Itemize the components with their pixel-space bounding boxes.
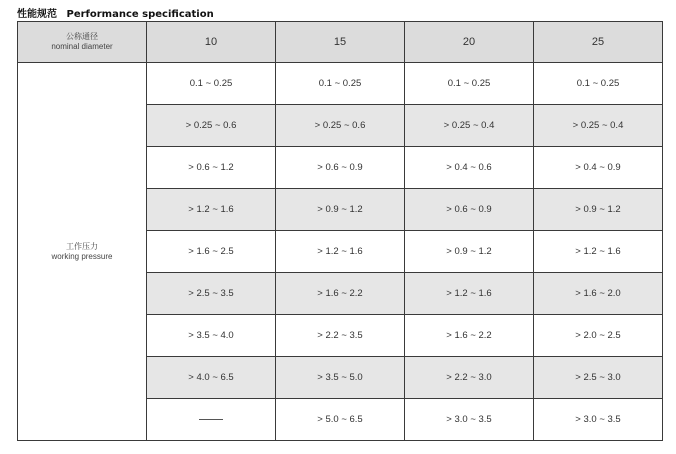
table-cell: > 1.6 ~ 2.2 <box>405 315 534 357</box>
table-cell: > 3.0 ~ 3.5 <box>534 399 663 441</box>
table-cell: > 0.9 ~ 1.2 <box>276 189 405 231</box>
table-cell: > 5.0 ~ 6.5 <box>276 399 405 441</box>
page-title-cn: 性能规范 <box>17 9 57 20</box>
table-cell: > 2.2 ~ 3.0 <box>405 357 534 399</box>
table-cell: > 1.6 ~ 2.5 <box>147 231 276 273</box>
working-pressure-label-en: working pressure <box>51 251 113 261</box>
performance-spec-table <box>17 21 663 441</box>
page-title-en: Performance specification <box>66 9 214 20</box>
table-cell: > 0.25 ~ 0.6 <box>147 105 276 147</box>
table-row <box>18 63 663 105</box>
table-cell: > 0.4 ~ 0.9 <box>534 147 663 189</box>
nominal-diameter-header-en: nominal diameter <box>51 42 113 51</box>
table-cell: > 0.4 ~ 0.6 <box>405 147 534 189</box>
table-cell: > 3.0 ~ 3.5 <box>405 399 534 441</box>
table-cell: > 3.5 ~ 4.0 <box>147 315 276 357</box>
diameter-header-10: 10 <box>147 22 276 63</box>
table-cell: > 1.6 ~ 2.2 <box>276 273 405 315</box>
table-cell: 0.1 ~ 0.25 <box>405 63 534 105</box>
diameter-header-15: 15 <box>276 22 405 63</box>
empty-cell-dash <box>147 399 276 441</box>
table-cell: > 2.0 ~ 2.5 <box>534 315 663 357</box>
table-cell: > 1.2 ~ 1.6 <box>276 231 405 273</box>
diameter-header-20: 20 <box>405 22 534 63</box>
header-row <box>18 22 663 63</box>
table-cell: > 0.9 ~ 1.2 <box>534 189 663 231</box>
table-cell: > 1.6 ~ 2.0 <box>534 273 663 315</box>
table-cell: > 0.6 ~ 0.9 <box>276 147 405 189</box>
page-title <box>17 5 214 20</box>
table-cell: > 0.25 ~ 0.6 <box>276 105 405 147</box>
table-cell: > 2.5 ~ 3.5 <box>147 273 276 315</box>
diameter-header-25: 25 <box>534 22 663 63</box>
table-cell: > 0.6 ~ 1.2 <box>147 147 276 189</box>
table-cell: > 0.25 ~ 0.4 <box>405 105 534 147</box>
table-cell: > 1.2 ~ 1.6 <box>147 189 276 231</box>
table-cell: 0.1 ~ 0.25 <box>534 63 663 105</box>
table-cell: 0.1 ~ 0.25 <box>276 63 405 105</box>
table-cell: > 2.5 ~ 3.0 <box>534 357 663 399</box>
table-cell: 0.1 ~ 0.25 <box>147 63 276 105</box>
nominal-diameter-header <box>18 22 147 63</box>
table-cell: > 0.6 ~ 0.9 <box>405 189 534 231</box>
dash-mark <box>199 419 223 420</box>
working-pressure-label <box>18 63 147 441</box>
table-cell: > 0.25 ~ 0.4 <box>534 105 663 147</box>
table-cell: > 2.2 ~ 3.5 <box>276 315 405 357</box>
table-cell: > 1.2 ~ 1.6 <box>534 231 663 273</box>
table-cell: > 3.5 ~ 5.0 <box>276 357 405 399</box>
working-pressure-label-cn: 工作压力 <box>66 241 98 251</box>
table-cell: > 1.2 ~ 1.6 <box>405 273 534 315</box>
table-cell: > 0.9 ~ 1.2 <box>405 231 534 273</box>
table-cell: > 4.0 ~ 6.5 <box>147 357 276 399</box>
nominal-diameter-header-cn: 公称通径 <box>66 32 98 41</box>
